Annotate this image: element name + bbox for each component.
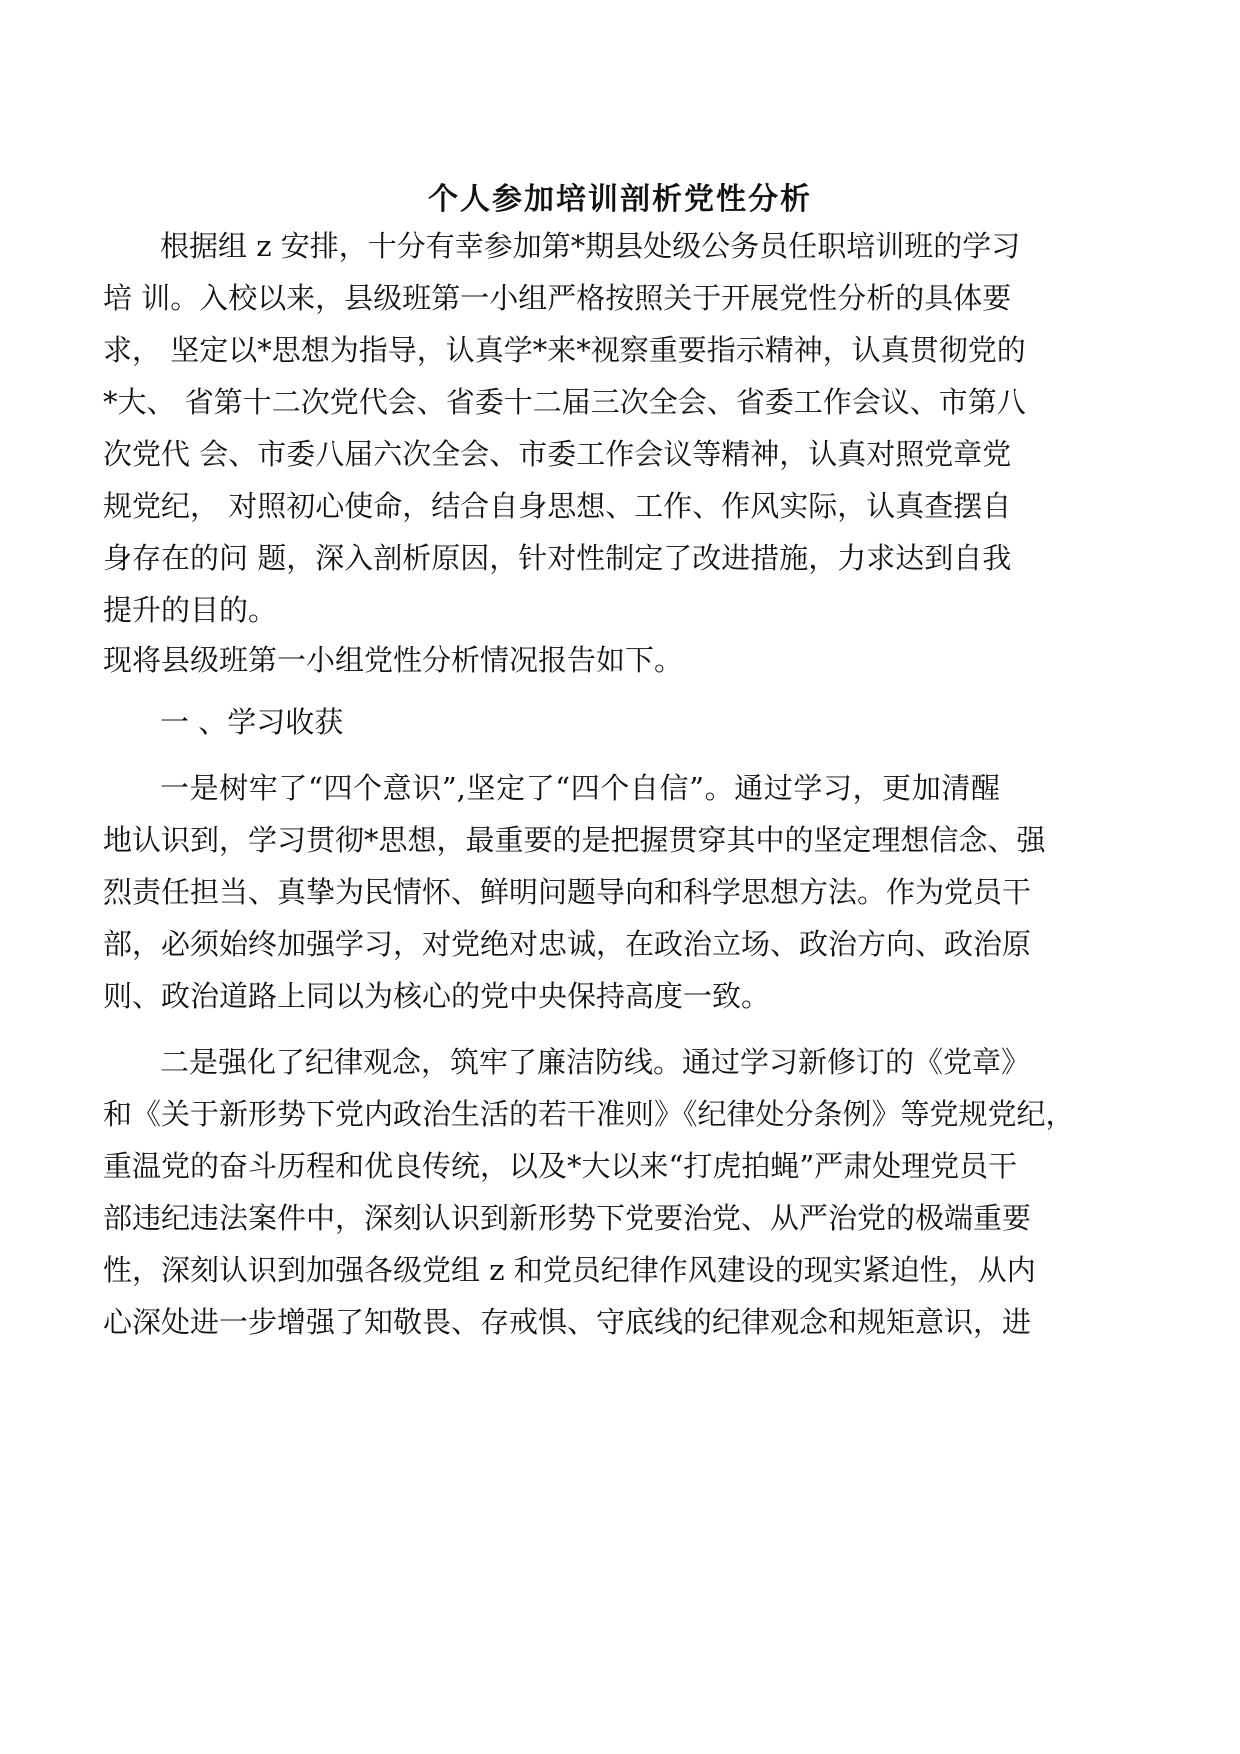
intro-line-5: 次党代 会、市委八届六次全会、市委工作会议等精神，认真对照党章党 (103, 437, 1012, 471)
intro-line-1: 根据组 z 安排，十分有幸参加第*期县处级公务员任职培训班的学习 (160, 229, 1021, 263)
para1-line-4: 部，必须始终加强学习，对党绝对忠诚，在政治立场、政治方向、政治原 (103, 927, 1032, 961)
para1-line-3: 烈责任担当、真挚为民情怀、鲜明问题导向和科学思想方法。作为党员干 (103, 875, 1032, 909)
document-title: 个人参加培训剖析党性分析 (428, 182, 812, 217)
intro-line-8: 提升的目的。 (103, 593, 278, 627)
report-intro-line: 现将县级班第一小组党性分析情况报告如下。 (103, 643, 684, 677)
para2-line-6: 心深处进一步增强了知敬畏、存戒惧、守底线的纪律观念和规矩意识，进 (103, 1305, 1032, 1339)
para2-line-1: 二是强化了纪律观念，筑牢了廉洁防线。通过学习新修订的《党章》 (160, 1045, 1031, 1079)
para2-line-3: 重温党的奋斗历程和优良传统，以及*大以来“打虎拍蝇”严肃处理党员干 (103, 1149, 1018, 1183)
intro-line-6: 规党纪， 对照初心使命，结合自身思想、工作、作风实际，认真查摆自 (103, 489, 1012, 523)
para1-line-2: 地认识到，学习贯彻*思想，最重要的是把握贯穿其中的坚定理想信念、强 (103, 823, 1046, 857)
intro-line-7: 身存在的问 题，深入剖析原因，针对性制定了改进措施，力求达到自我 (103, 541, 1012, 575)
intro-line-3: 求， 坚定以*思想为指导，认真学*来*视察重要指示精神，认真贯彻党的 (103, 333, 1026, 367)
para1-line-5: 则、政治道路上同以为核心的党中央保持高度一致。 (103, 979, 771, 1013)
para2-line-5: 性，深刻认识到加强各级党组 z 和党员纪律作风建设的现实紧迫性，从内 (103, 1253, 1036, 1287)
section-heading: 一 、学习收获 (160, 705, 344, 739)
para1-line-1: 一是树牢了“四个意识”,坚定了“四个自信”。通过学习，更加清醒 (160, 771, 1000, 805)
intro-line-4: *大、 省第十二次党代会、省委十二届三次全会、省委工作会议、市第八 (103, 385, 1026, 419)
para2-line-2: 和《关于新形势下党内政治生活的若干准则》《纪律处分条例》等党规党纪， (103, 1097, 1075, 1131)
para2-line-4: 部违纪违法案件中，深刻认识到新形势下党要治党、从严治党的极端重要 (103, 1201, 1032, 1235)
intro-line-2: 培 训。入校以来，县级班第一小组严格按照关于开展党性分析的具体要 (103, 281, 1012, 315)
